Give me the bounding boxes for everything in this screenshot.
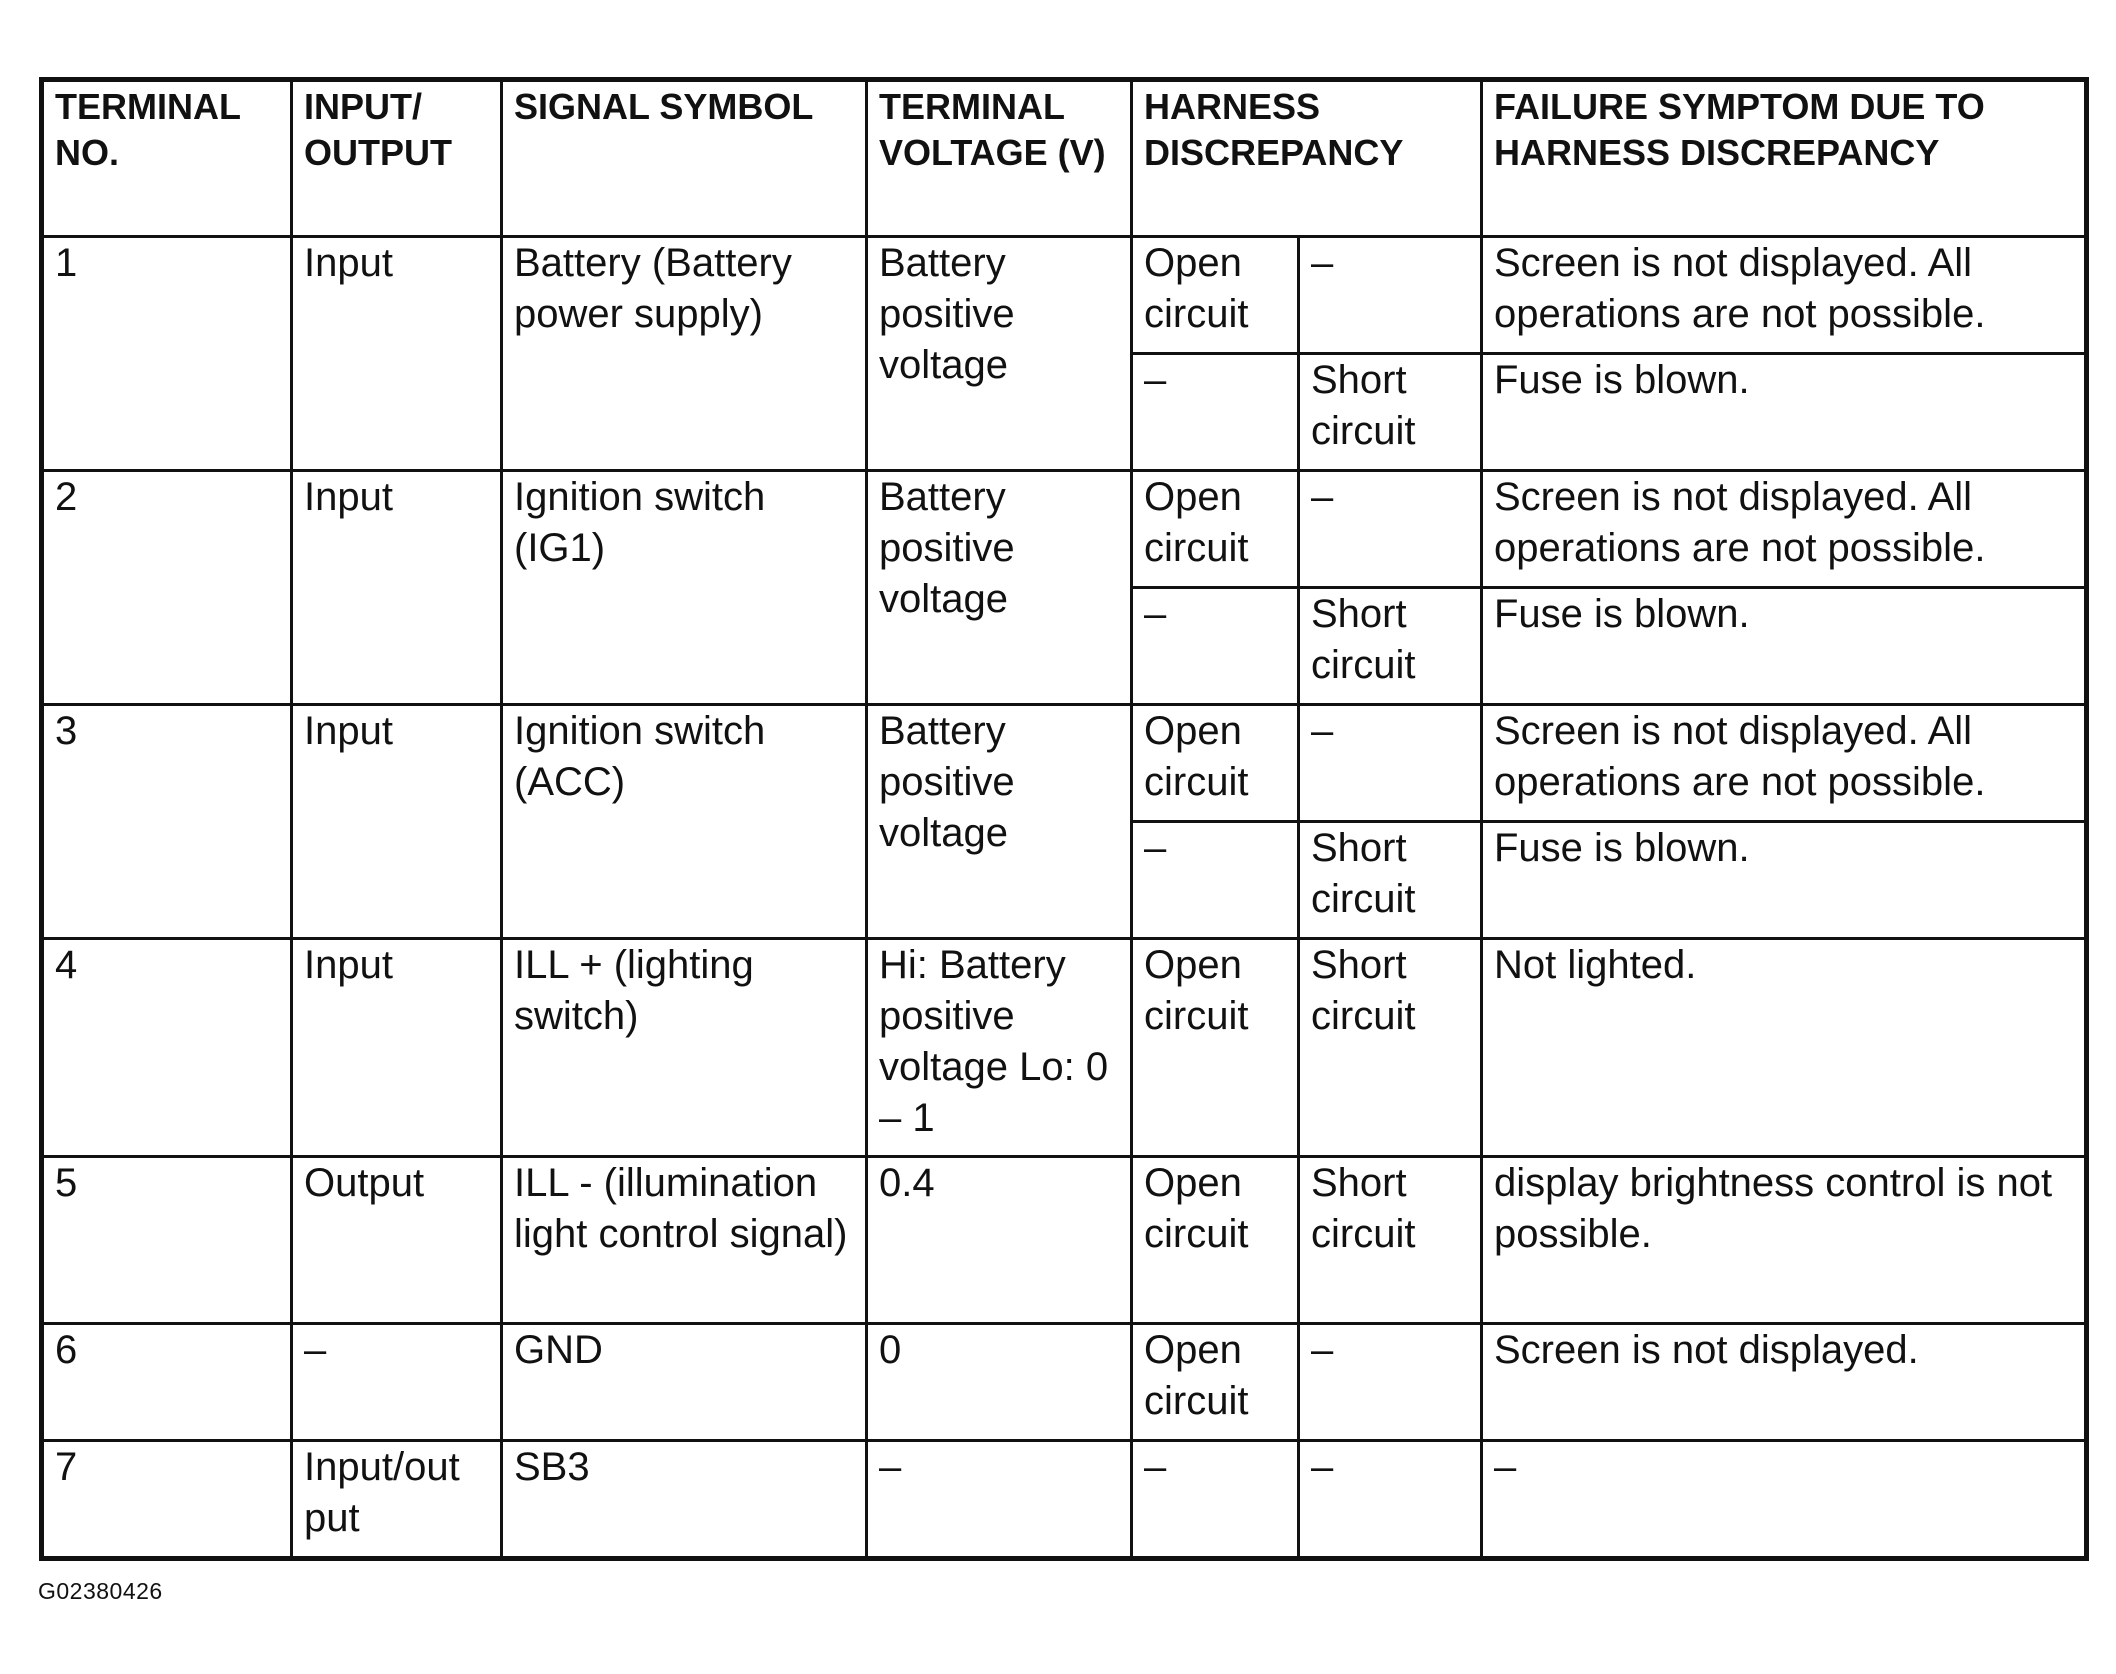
terminal-number: 6	[42, 1324, 292, 1441]
signal-symbol: Ignition switch (ACC)	[502, 705, 867, 939]
open-circuit-cell: Open circuit	[1132, 471, 1299, 588]
header-signal-symbol: SIGNAL SYMBOL	[502, 80, 867, 237]
open-circuit-cell: –	[1132, 1441, 1299, 1559]
failure-symptom: Fuse is blown.	[1482, 354, 2087, 471]
failure-symptom: Screen is not displayed. All operations are not possible.	[1482, 471, 2087, 588]
short-circuit-cell: –	[1299, 237, 1482, 354]
open-circuit-cell: Open circuit	[1132, 939, 1299, 1157]
header-terminal-voltage: TERMINAL VOLTAGE (V)	[867, 80, 1132, 237]
terminal-number: 7	[42, 1441, 292, 1559]
signal-symbol: Ignition switch (IG1)	[502, 471, 867, 705]
failure-symptom: Screen is not displayed.	[1482, 1324, 2087, 1441]
table-row	[42, 471, 2087, 588]
terminal-voltage: Battery positive voltage	[867, 471, 1132, 705]
header-row	[42, 80, 2087, 237]
open-circuit-cell: Open circuit	[1132, 1324, 1299, 1441]
header-failure-symptom: FAILURE SYMPTOM DUE TO HARNESS DISCREPANCY	[1482, 80, 2087, 237]
table-row	[42, 237, 2087, 354]
terminal-number: 4	[42, 939, 292, 1157]
open-circuit-cell: –	[1132, 354, 1299, 471]
failure-symptom: Not lighted.	[1482, 939, 2087, 1157]
io-type: Input	[292, 471, 502, 705]
terminal-number: 1	[42, 237, 292, 471]
figure-id: G02380426	[38, 1578, 163, 1604]
short-circuit-cell: –	[1299, 1441, 1482, 1559]
header-terminal-no: TERMINAL NO.	[42, 80, 292, 237]
short-circuit-cell: –	[1299, 705, 1482, 822]
short-circuit-cell: Short circuit	[1299, 588, 1482, 705]
table-row	[42, 1324, 2087, 1441]
terminal-number: 3	[42, 705, 292, 939]
failure-symptom: –	[1482, 1441, 2087, 1559]
open-circuit-cell: Open circuit	[1132, 705, 1299, 822]
short-circuit-cell: –	[1299, 1324, 1482, 1441]
signal-symbol: ILL - (illumination light control signal)	[502, 1157, 867, 1324]
open-circuit-cell: Open circuit	[1132, 1157, 1299, 1324]
short-circuit-cell: Short circuit	[1299, 354, 1482, 471]
failure-symptom: Fuse is blown.	[1482, 822, 2087, 939]
terminal-number: 2	[42, 471, 292, 705]
table-row	[42, 705, 2087, 822]
open-circuit-cell: –	[1132, 822, 1299, 939]
failure-symptom: Screen is not displayed. All operations are not possible.	[1482, 705, 2087, 822]
io-type: –	[292, 1324, 502, 1441]
short-circuit-cell: Short circuit	[1299, 822, 1482, 939]
short-circuit-cell: Short circuit	[1299, 939, 1482, 1157]
header-harness-discrepancy: HARNESS DISCREPANCY	[1132, 80, 1482, 237]
io-type: Input	[292, 705, 502, 939]
terminal-voltage: 0	[867, 1324, 1132, 1441]
signal-symbol: ILL + (lighting switch)	[502, 939, 867, 1157]
terminal-voltage: 0.4	[867, 1157, 1132, 1324]
failure-symptom: Fuse is blown.	[1482, 588, 2087, 705]
open-circuit-cell: –	[1132, 588, 1299, 705]
io-type: Input	[292, 939, 502, 1157]
table-row	[42, 1157, 2087, 1324]
io-type: Input/out put	[292, 1441, 502, 1559]
header-input-output: INPUT/ OUTPUT	[292, 80, 502, 237]
io-type: Input	[292, 237, 502, 471]
terminal-voltage: Battery positive voltage	[867, 705, 1132, 939]
failure-symptom: display brightness control is not possible.	[1482, 1157, 2087, 1324]
short-circuit-cell: Short circuit	[1299, 1157, 1482, 1324]
signal-symbol: GND	[502, 1324, 867, 1441]
terminal-voltage: –	[867, 1441, 1132, 1559]
failure-symptom: Screen is not displayed. All operations are not possible.	[1482, 237, 2087, 354]
terminal-spec-table	[39, 77, 2089, 1561]
terminal-voltage: Hi: Battery positive voltage Lo: 0 – 1	[867, 939, 1132, 1157]
terminal-voltage: Battery positive voltage	[867, 237, 1132, 471]
table-row	[42, 939, 2087, 1157]
signal-symbol: SB3	[502, 1441, 867, 1559]
signal-symbol: Battery (Battery power supply)	[502, 237, 867, 471]
short-circuit-cell: –	[1299, 471, 1482, 588]
table-row	[42, 1441, 2087, 1559]
terminal-number: 5	[42, 1157, 292, 1324]
open-circuit-cell: Open circuit	[1132, 237, 1299, 354]
io-type: Output	[292, 1157, 502, 1324]
